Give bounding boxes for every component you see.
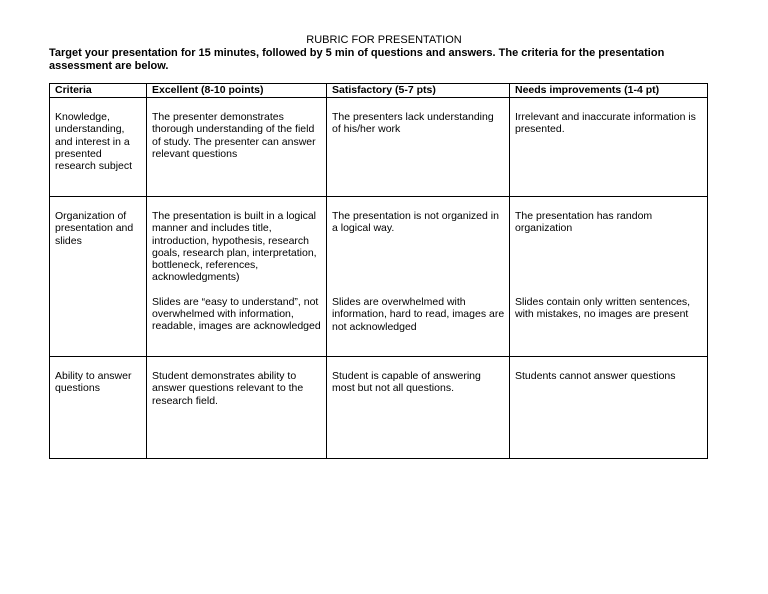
header-excellent: Excellent (8-10 points): [147, 84, 327, 98]
header-satisfactory: Satisfactory (5-7 pts): [327, 84, 510, 98]
satisfactory-text-1: The presentation is not organized in a logical way.: [332, 210, 499, 235]
excellent-text-2: Slides are “easy to understand”, not overwhelmed with information, readable, images are acknowledged: [152, 295, 321, 333]
satisfactory-cell: [327, 197, 510, 357]
criteria-cell: Ability to answer questions: [50, 357, 147, 459]
satisfactory-text-2: Slides are overwhelmed with information, hard to read, images are not acknowledged: [332, 296, 505, 333]
needs-improvement-text-2: Slides contain only written sentences, with mistakes, no images are present: [515, 296, 691, 321]
satisfactory-cell: Student is capable of answering most but not all questions.: [327, 357, 510, 459]
criteria-cell: Knowledge, understanding, and interest in a presented research subject: [50, 98, 147, 197]
criteria-cell: Organization of presentation and slides: [50, 197, 147, 357]
excellent-text-1: The presentation is built in a logical manner and includes title, introduction, hypothesis, research goals, research plan, interpretation, bottleneck, references, acknowledgments): [152, 210, 317, 284]
excellent-cell: Student demonstrates ability to answer questions relevant to the research field.: [147, 357, 327, 459]
header-needs-improvement: Needs improvements (1-4 pt): [510, 84, 708, 98]
table-row: [50, 197, 708, 357]
table-row: [50, 357, 708, 459]
table-row: [50, 98, 708, 197]
document-title: RUBRIC FOR PRESENTATION: [306, 34, 462, 46]
document-intro: Target your presentation for 15 minutes, followed by 5 min of questions and answers. The criteria for the presentation assessment are below.: [49, 47, 665, 72]
header-row: [50, 84, 708, 98]
needs-improvement-cell: [510, 197, 708, 357]
satisfactory-cell: The presenters lack understanding of his/her work: [327, 98, 510, 197]
needs-improvement-cell: Students cannot answer questions: [510, 357, 708, 459]
excellent-cell: [147, 197, 327, 357]
needs-improvement-text-1: The presentation has random organization: [515, 210, 653, 235]
needs-improvement-cell: Irrelevant and inaccurate information is presented.: [510, 98, 708, 197]
rubric-table: [49, 83, 708, 459]
excellent-cell: The presenter demonstrates thorough understanding of the field of study. The presenter can answer relevant questions: [147, 98, 327, 197]
header-criteria: Criteria: [50, 84, 147, 98]
